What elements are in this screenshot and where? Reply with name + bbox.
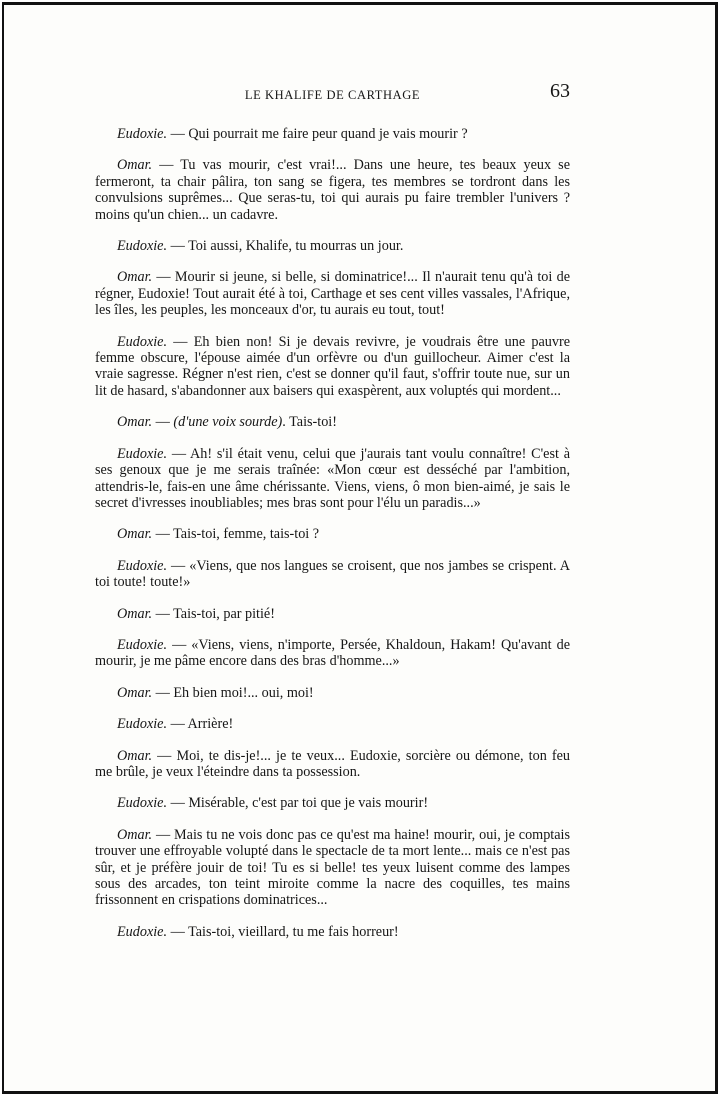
speaker-name: Eudoxie. <box>117 126 168 142</box>
speaker-dash: — <box>167 333 194 350</box>
speech-text: Toi aussi, Khalife, tu mourras un jour. <box>188 238 404 255</box>
speaker-name: Eudoxie. <box>117 445 168 462</box>
dialogue-paragraph <box>95 414 570 430</box>
book-page <box>95 78 570 955</box>
dialogue-paragraph <box>95 558 570 591</box>
speaker-name: Omar. <box>117 684 153 701</box>
speaker-dash: — <box>167 795 189 812</box>
dialogue-paragraph <box>95 526 570 542</box>
speaker-name: Omar. <box>117 269 153 286</box>
speaker-name: Eudoxie. <box>117 923 168 940</box>
speaker-dash: — <box>167 238 189 255</box>
dialogue-paragraph <box>95 157 570 223</box>
dialogue-paragraph <box>95 334 570 400</box>
dialogue-paragraph <box>95 685 570 701</box>
dialogue-paragraph <box>95 606 570 622</box>
speaker-name: Eudoxie. <box>117 333 168 350</box>
speaker-name: Omar. <box>117 826 153 843</box>
speaker-name: Eudoxie. <box>117 557 168 574</box>
dialogue-text <box>95 126 570 940</box>
speech-text: «Viens, viens, n'importe, Persée, Khaldoun, Hakam! Qu'avant de mourir, je me pâme encore dans des bras d'homme...» <box>95 636 570 670</box>
dialogue-paragraph <box>95 126 570 142</box>
page-number: 63 <box>550 80 570 102</box>
speaker-name: Eudoxie. <box>117 795 168 812</box>
dialogue-paragraph <box>95 269 570 318</box>
running-head <box>95 78 570 108</box>
speech-text: Tais-toi, par pitié! <box>173 605 275 622</box>
speaker-dash: — <box>152 747 177 764</box>
dialogue-paragraph <box>95 637 570 670</box>
speech-text: Ah! s'il était venu, celui que j'aurais tant voulu connaître! C'est à ses genoux que je me serais traînée: «Mon cœur est desséché par l'ambition, attendris-le, fais-en une âme chérissante. Viens, viens, ô mon bien-aimé, je sais le secret d'ivresses inoubliables; mes bras sont pour l'élu un paradis...» <box>95 445 571 511</box>
speaker-dash: — <box>152 684 174 701</box>
speech-text: Mourir si jeune, si belle, si dominatrice!... Il n'aurait tenu qu'à toi de régner, Eudoxie! Tout aurait été à toi, Carthage et ses cent villes vassales, l'Afrique, les îles, les peuples, les monceaux d'or, tu aurais eu tout, tout! <box>95 269 571 319</box>
speaker-dash: — <box>167 636 192 653</box>
speaker-dash: — <box>167 126 189 142</box>
speaker-dash: — <box>152 157 181 174</box>
speech-text: Moi, te dis-je!... je te veux... Eudoxie, sorcière ou démone, ton feu me brûle, je veux l'éteindre dans ta possession. <box>95 747 570 780</box>
speaker-name: Eudoxie. <box>117 238 168 255</box>
speaker-dash: — <box>167 716 188 733</box>
speaker-name: Eudoxie. <box>117 716 168 733</box>
dialogue-paragraph <box>95 716 570 732</box>
speech-text: «Viens, que nos langues se croisent, que nos jambes se crispent. A toi toute! toute!» <box>95 557 570 591</box>
speaker-name: Omar. <box>117 747 153 764</box>
running-title: LE KHALIFE DE CARTHAGE <box>244 88 421 102</box>
speech-text: Tu vas mourir, c'est vrai!... Dans une heure, tes beaux yeux se fermeront, ta chair pâlira, ton sang se figera, tes membres se tordront dans les convulsions suprêmes... Que seras-tu, toi qui aurais pu faire trembler l'univers ? moins qu'un chien... un cadavre. <box>95 157 570 223</box>
dialogue-paragraph <box>95 748 570 781</box>
speech-text: Eh bien moi!... oui, moi! <box>173 684 314 701</box>
speaker-name: Eudoxie. <box>117 636 168 653</box>
speech-text: Tais-toi, femme, tais-toi ? <box>173 526 320 543</box>
speech-text: Mais tu ne vois donc pas ce qu'est ma haine! mourir, oui, je comptais trouver une effroyable volupté dans le spectacle de ta mort lente... mais ce n'est pas sûr, et je préfère jouir de toi! Tu es si belle! tes yeux luisent comme des lampes sous des arcades, ton teint miroite comme la nacre des coquilles, tes mains frissonnent en crispations dominatrices... <box>95 826 570 909</box>
speaker-dash: — <box>152 414 174 431</box>
speaker-name: Omar. <box>117 414 153 431</box>
speaker-name: Omar. <box>117 526 153 543</box>
dialogue-paragraph <box>95 446 570 512</box>
speech-text: Tais-toi, vieillard, tu me fais horreur! <box>188 923 399 940</box>
speaker-dash: — <box>167 923 189 940</box>
stage-direction: (d'une voix sourde) <box>173 414 283 431</box>
speaker-name: Omar. <box>117 157 153 174</box>
speech-text: . Tais-toi! <box>282 414 337 431</box>
speaker-dash: — <box>152 826 175 843</box>
speaker-dash: — <box>152 526 174 543</box>
speaker-dash: — <box>152 605 174 622</box>
speaker-name: Omar. <box>117 605 153 622</box>
dialogue-paragraph <box>95 238 570 254</box>
dialogue-paragraph <box>95 924 570 940</box>
speaker-dash: — <box>167 557 190 574</box>
speech-text: Eh bien non! Si je devais revivre, je voudrais être une pauvre femme obscure, l'épouse aimée d'un orfèvre ou d'un guillocheur. Aimer c'est la vraie sagresse. Régner n'est rien, c'est se donner qu'il faut, s'offrir toute nue, sur un lit de hasard, s'abandonner aux baisers qui exaspèrent, aux voluptés qui mordent... <box>95 333 571 399</box>
speaker-dash: — <box>167 445 191 462</box>
dialogue-paragraph <box>95 827 570 909</box>
dialogue-paragraph <box>95 795 570 811</box>
speech-text: Misérable, c'est par toi que je vais mourir! <box>188 795 429 812</box>
speaker-dash: — <box>152 269 175 286</box>
speech-text: Qui pourrait me faire peur quand je vais mourir ? <box>188 126 468 142</box>
speech-text: Arrière! <box>187 716 234 733</box>
